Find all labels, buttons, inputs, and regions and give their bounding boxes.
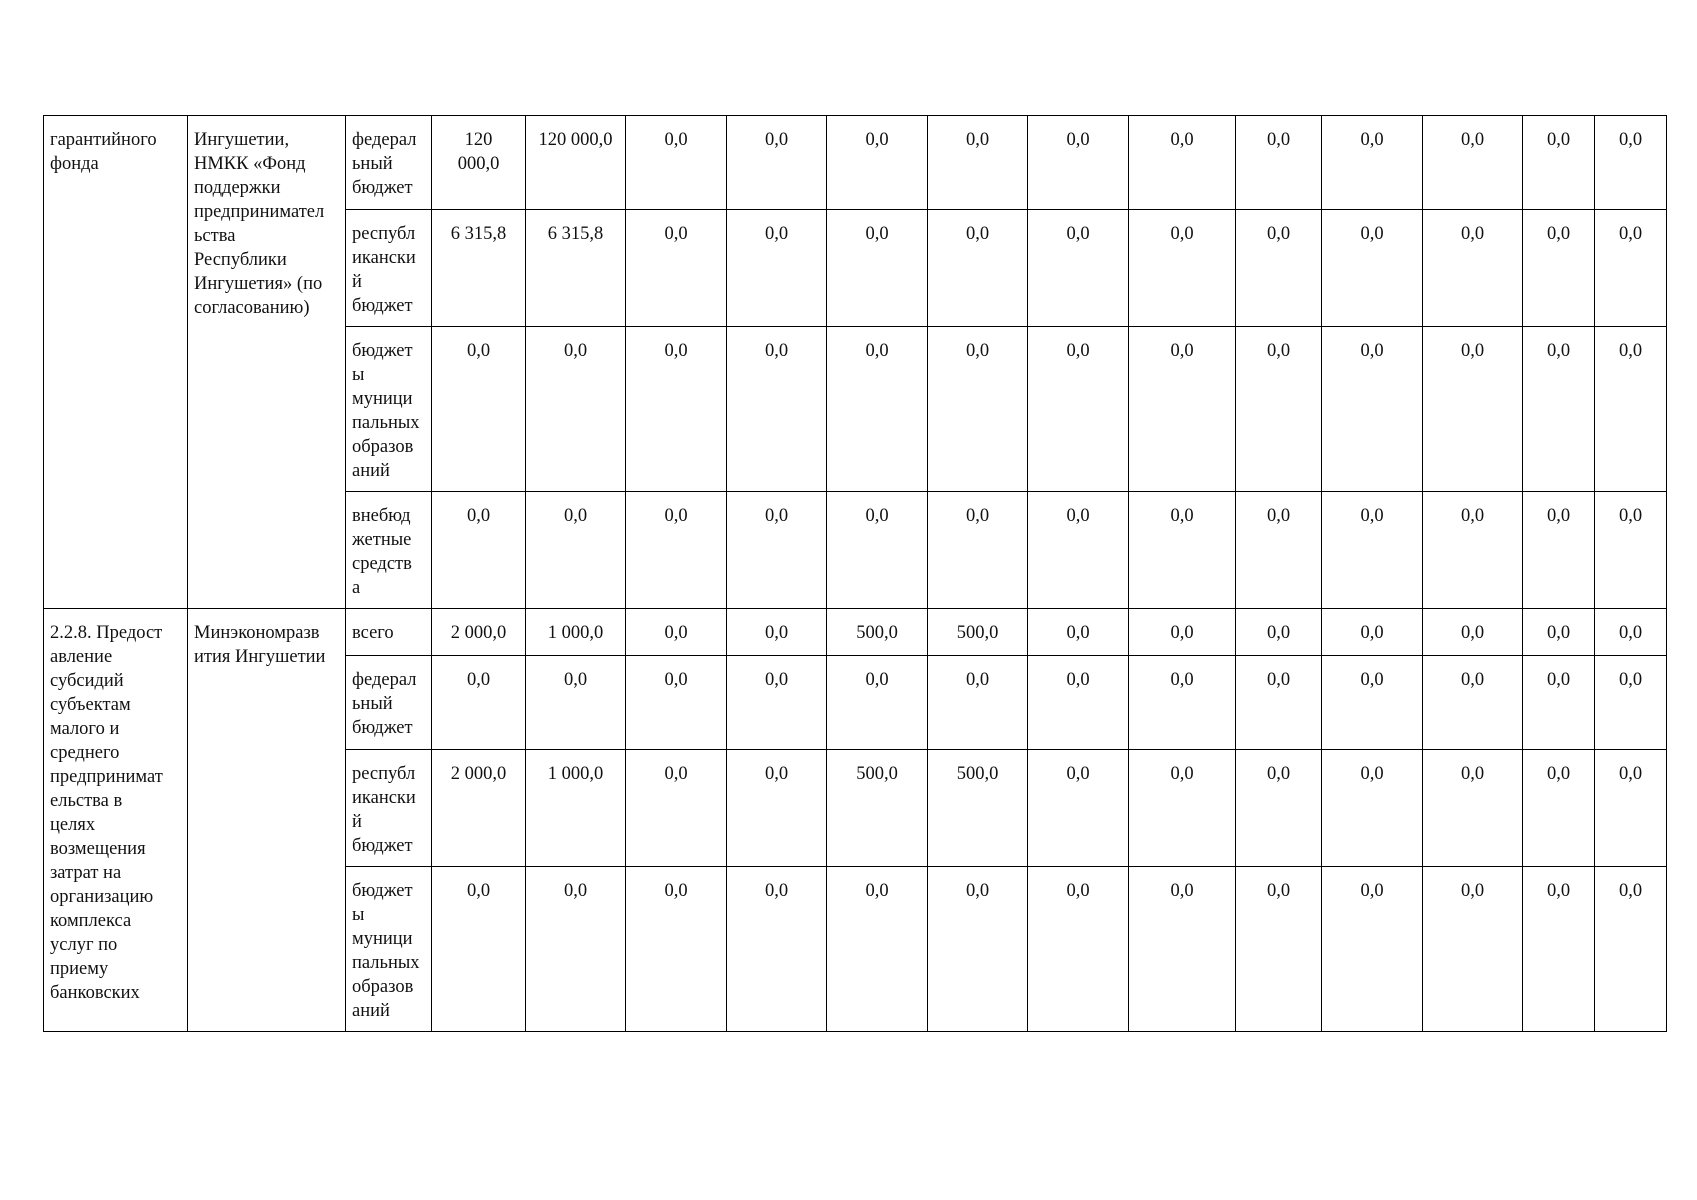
value-cell: 6 315,8 — [432, 210, 526, 327]
funding-source-cell — [346, 750, 432, 867]
value-cell: 0,0 — [1423, 492, 1523, 609]
value-cell: 0,0 — [1423, 750, 1523, 867]
value-cell: 0,0 — [1595, 492, 1667, 609]
value-cell: 0,0 — [1423, 656, 1523, 750]
value-cell: 0,0 — [1523, 210, 1595, 327]
value-cell: 500,0 — [928, 609, 1028, 656]
value-cell: 0,0 — [1322, 210, 1423, 327]
value-cell: 0,0 — [1129, 116, 1236, 210]
value-cell: 0,0 — [1322, 867, 1423, 1032]
value-cell: 0,0 — [626, 750, 727, 867]
value-cell: 0,0 — [526, 656, 626, 750]
value-cell: 0,0 — [727, 116, 827, 210]
funding-source-cell — [346, 492, 432, 609]
value-cell: 500,0 — [928, 750, 1028, 867]
executor-text: Минэкономразв ития Ингушетии — [194, 623, 326, 667]
value-cell: 0,0 — [626, 116, 727, 210]
value-cell: 0,0 — [626, 210, 727, 327]
value-cell: 0,0 — [1236, 609, 1322, 656]
value-cell: 0,0 — [1028, 750, 1129, 867]
value-cell: 1 000,0 — [526, 750, 626, 867]
value-cell: 0,0 — [928, 492, 1028, 609]
value-cell: 0,0 — [1028, 609, 1129, 656]
value-cell: 0,0 — [1028, 492, 1129, 609]
table-row — [44, 609, 1667, 656]
value-cell: 0,0 — [1423, 609, 1523, 656]
funding-source-text: республ икански й бюджет — [352, 224, 416, 316]
value-cell: 0,0 — [1595, 327, 1667, 492]
value-cell: 0,0 — [1523, 609, 1595, 656]
funding-source-cell — [346, 210, 432, 327]
value-cell: 0,0 — [1236, 867, 1322, 1032]
value-cell: 0,0 — [1236, 492, 1322, 609]
measure-text: 2.2.8. Предост авление субсидий субъектам малого и среднего предпринимат ельства в целях возмещения затрат на организацию комплекса услуг по приему банковских — [50, 623, 163, 1003]
value-cell: 0,0 — [1423, 116, 1523, 210]
value-cell: 0,0 — [626, 609, 727, 656]
value-cell: 0,0 — [827, 210, 928, 327]
value-cell: 0,0 — [1595, 656, 1667, 750]
value-cell: 0,0 — [526, 492, 626, 609]
funding-source-cell — [346, 656, 432, 750]
measure-cell — [44, 609, 188, 1032]
value-cell: 0,0 — [432, 327, 526, 492]
value-cell: 0,0 — [526, 327, 626, 492]
funding-source-cell — [346, 867, 432, 1032]
value-cell: 0,0 — [1028, 116, 1129, 210]
value-cell: 0,0 — [1028, 656, 1129, 750]
funding-source-cell — [346, 609, 432, 656]
value-cell: 0,0 — [928, 116, 1028, 210]
value-cell: 0,0 — [1595, 750, 1667, 867]
table-row — [44, 116, 1667, 210]
value-cell: 0,0 — [1028, 210, 1129, 327]
value-cell: 0,0 — [827, 867, 928, 1032]
value-cell: 0,0 — [1129, 327, 1236, 492]
value-cell: 0,0 — [626, 867, 727, 1032]
value-cell: 120 000,0 — [432, 116, 526, 210]
funding-source-text: федерал ьный бюджет — [352, 670, 417, 738]
value-cell: 0,0 — [626, 492, 727, 609]
value-cell: 0,0 — [1322, 656, 1423, 750]
funding-source-text: бюджет ы муници пальных образов аний — [352, 881, 420, 1021]
value-cell: 0,0 — [1523, 327, 1595, 492]
value-cell: 0,0 — [432, 656, 526, 750]
funding-source-text: федерал ьный бюджет — [352, 130, 417, 198]
funding-source-text: внебюд жетные средств а — [352, 506, 412, 598]
value-cell: 0,0 — [1523, 656, 1595, 750]
funding-source-text: бюджет ы муници пальных образов аний — [352, 341, 420, 481]
value-cell: 0,0 — [1322, 327, 1423, 492]
value-cell: 0,0 — [432, 867, 526, 1032]
value-cell: 0,0 — [1129, 210, 1236, 327]
value-cell: 0,0 — [1523, 492, 1595, 609]
value-cell: 0,0 — [727, 867, 827, 1032]
value-cell: 0,0 — [1129, 750, 1236, 867]
value-cell: 500,0 — [827, 750, 928, 867]
value-cell: 0,0 — [1236, 656, 1322, 750]
value-cell: 0,0 — [827, 656, 928, 750]
value-cell: 0,0 — [1129, 609, 1236, 656]
value-cell: 0,0 — [1028, 327, 1129, 492]
value-cell: 0,0 — [827, 116, 928, 210]
funding-source-text: всего — [352, 623, 394, 643]
executor-cell — [188, 609, 346, 1032]
measure-cell — [44, 116, 188, 609]
value-cell: 0,0 — [727, 656, 827, 750]
value-cell: 0,0 — [827, 492, 928, 609]
value-cell: 0,0 — [1028, 867, 1129, 1032]
value-cell: 0,0 — [1236, 210, 1322, 327]
value-cell: 0,0 — [1129, 656, 1236, 750]
value-cell: 2 000,0 — [432, 750, 526, 867]
value-cell: 0,0 — [1236, 750, 1322, 867]
value-cell: 0,0 — [727, 750, 827, 867]
value-cell: 0,0 — [928, 210, 1028, 327]
value-cell: 0,0 — [727, 609, 827, 656]
value-cell: 0,0 — [432, 492, 526, 609]
value-cell: 1 000,0 — [526, 609, 626, 656]
value-cell: 0,0 — [727, 327, 827, 492]
value-cell: 0,0 — [1423, 327, 1523, 492]
value-cell: 0,0 — [727, 210, 827, 327]
value-cell: 0,0 — [1523, 116, 1595, 210]
value-cell: 0,0 — [1322, 116, 1423, 210]
value-cell: 0,0 — [1236, 327, 1322, 492]
funding-source-cell — [346, 116, 432, 210]
value-cell: 0,0 — [1595, 210, 1667, 327]
value-cell: 0,0 — [928, 867, 1028, 1032]
value-cell: 0,0 — [928, 656, 1028, 750]
value-cell: 120 000,0 — [526, 116, 626, 210]
value-cell: 0,0 — [1236, 116, 1322, 210]
value-cell: 0,0 — [626, 656, 727, 750]
value-cell: 0,0 — [1322, 609, 1423, 656]
value-cell: 0,0 — [626, 327, 727, 492]
budget-table — [43, 115, 1667, 1032]
funding-source-text: республ икански й бюджет — [352, 764, 416, 856]
value-cell: 0,0 — [1423, 867, 1523, 1032]
value-cell: 0,0 — [928, 327, 1028, 492]
value-cell: 0,0 — [1423, 210, 1523, 327]
value-cell: 0,0 — [1322, 750, 1423, 867]
value-cell: 0,0 — [1129, 867, 1236, 1032]
value-cell: 0,0 — [827, 327, 928, 492]
value-cell: 0,0 — [1595, 867, 1667, 1032]
value-cell: 0,0 — [1523, 750, 1595, 867]
value-cell: 6 315,8 — [526, 210, 626, 327]
executor-cell — [188, 116, 346, 609]
value-cell: 0,0 — [1523, 867, 1595, 1032]
value-cell: 0,0 — [1595, 116, 1667, 210]
value-cell: 0,0 — [1595, 609, 1667, 656]
value-cell: 0,0 — [727, 492, 827, 609]
funding-source-cell — [346, 327, 432, 492]
value-cell: 500,0 — [827, 609, 928, 656]
value-cell: 0,0 — [1322, 492, 1423, 609]
value-cell: 0,0 — [1129, 492, 1236, 609]
executor-text: Ингушетии, НМКК «Фонд поддержки предпринимател ьства Республики Ингушетия» (по согласованию) — [194, 130, 325, 318]
value-cell: 0,0 — [526, 867, 626, 1032]
value-cell: 2 000,0 — [432, 609, 526, 656]
measure-text: гарантийного фонда — [50, 130, 157, 174]
